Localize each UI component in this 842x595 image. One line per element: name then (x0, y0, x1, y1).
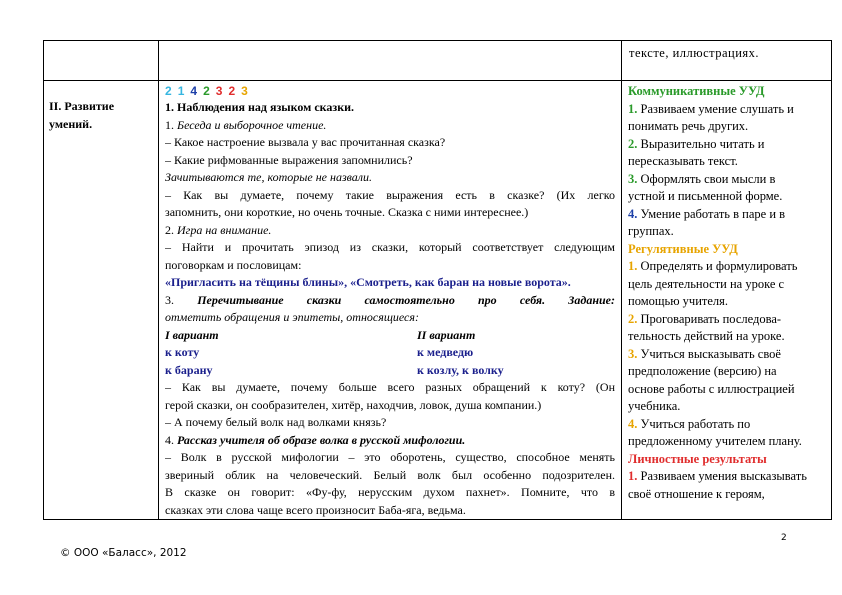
question-line: – Как вы думаете, почему такие выражения есть в сказке? (Их легко (165, 187, 615, 202)
uud-item-cont: пересказывать текст. (628, 154, 738, 168)
uud-item-cont: тельность действий на уроке. (628, 329, 785, 343)
task-2 (165, 222, 615, 240)
task-1 (165, 117, 615, 135)
level-number: 2 (203, 84, 211, 98)
task-4-number: 4. (165, 432, 177, 447)
cell-top-content (159, 41, 622, 81)
uud-item: 3. Оформлять свои мысли в (628, 171, 776, 186)
instruction-line: – Найти и прочитать эпизод из сказки, который соответствует следующим (165, 240, 615, 254)
question-line: – Как вы думаете, почему больше всего разных обращений к коту? (Он (165, 380, 615, 394)
level-numbers (165, 84, 615, 99)
story-line: В сказке он говорит: «Фу-фу, нерусским духом пахнет». Помните, что в (165, 485, 615, 499)
task-4-title: Рассказ учителя об образе волка в русской мифологии. (177, 432, 466, 447)
variant-1-item: к барану (165, 362, 213, 377)
communicative-uud-title: Коммуникативные УУД (628, 84, 765, 98)
page-number: 2 (781, 533, 787, 543)
section-heading: 1. Наблюдения над языком сказки. (165, 100, 355, 114)
task-4 (165, 432, 615, 450)
answer-line: запомнить, они короткие, но очень точные. Сказка с ними интереснее.) (165, 205, 529, 219)
cell-top-uud (622, 41, 832, 81)
uud-item: 2. Проговаривать последова- (628, 311, 782, 326)
variants-header (165, 327, 615, 345)
lesson-content (159, 81, 621, 519)
task-2-number: 2. (165, 222, 177, 237)
cell-uud (622, 81, 832, 520)
level-number: 3 (215, 84, 224, 98)
variant-1-label: I вариант (165, 327, 219, 342)
lesson-table (43, 40, 832, 520)
question-line: – Какое настроение вызвала у вас прочитанная сказка? (165, 135, 446, 149)
level-number: 4 (190, 84, 199, 98)
instruction-line: Зачитываются те, которые не назвали. (165, 170, 372, 184)
uud-item-cont: устной и письменной форме. (628, 189, 783, 203)
personal-results-title: Личностные результаты (628, 451, 767, 466)
level-number: 1 (177, 84, 186, 98)
cell-stage (44, 81, 159, 520)
uud-item-cont: цель деятельности на уроке с (628, 276, 785, 291)
story-line: звериный облик на человеческий. Белый волк был особенно подозрителен. (165, 467, 615, 482)
regulatory-uud-title: Регулятивные УУД (628, 241, 738, 256)
stage-label (44, 81, 158, 133)
level-number: 3 (241, 84, 249, 98)
uud-item-cont: своё отношение к героям, (628, 486, 765, 501)
story-line: сказках эти слова чаще всего произносит Баба-яга, ведьма. (165, 502, 466, 517)
instruction-line: отметить обращения и эпитеты, относящиеся: (165, 310, 419, 324)
uud-item-cont: предположение (версию) на (628, 364, 777, 378)
uud-item: 4. Умение работать в паре и в (628, 206, 786, 221)
question-line: – Какие рифмованные выражения запомнились? (165, 152, 413, 167)
variants-row (165, 344, 615, 362)
proverbs-line: «Пригласить на тёщины блины», «Смотреть, как баран на новые ворота». (165, 275, 571, 289)
uud-item-cont: группах. (628, 224, 674, 238)
variant-2-label: II вариант (417, 327, 476, 342)
level-number: 2 (165, 84, 173, 98)
variant-2-item: к козлу, к волку (417, 362, 504, 377)
uud-item: 2. Выразительно читать и (628, 136, 765, 151)
task-2-title: Игра на внимание. (177, 222, 272, 237)
uud-list (622, 81, 831, 503)
uud-item: 4. Учиться работать по (628, 416, 751, 431)
level-number: 2 (228, 84, 237, 98)
variant-2-item: к медведю (417, 345, 474, 359)
task-3 (165, 292, 615, 310)
question-line: – А почему белый волк над волками князь? (165, 415, 387, 429)
uud-item-cont: предложенному учителем плану. (628, 434, 802, 448)
uud-item-cont: основе работы с иллюстрацией (628, 381, 795, 396)
variants-row (165, 362, 615, 380)
top-right-text: тексте, иллюстрациях. (629, 46, 760, 60)
uud-item: 1. Развиваем умения высказывать (628, 469, 807, 483)
task-1-title: Беседа и выборочное чтение. (177, 117, 327, 132)
uud-item: 1. Определять и формулировать (628, 259, 798, 273)
stage-label-line1: II. Развитие (49, 99, 115, 113)
uud-item: 3. Учиться высказывать своё (628, 346, 781, 361)
uud-item-cont: помощью учителя. (628, 294, 728, 308)
table-row-main (44, 81, 832, 520)
uud-item-cont: понимать речь других. (628, 119, 749, 133)
stage-label-line2: умений. (49, 116, 93, 131)
copyright-footer: © ООО «Баласс», 2012 (60, 547, 187, 559)
uud-item-cont: учебника. (628, 399, 681, 413)
task-3-number: 3. (165, 292, 198, 307)
cell-content (159, 81, 622, 520)
cell-top-stage (44, 41, 159, 81)
variant-1-item: к коту (165, 345, 200, 359)
task-1-number: 1. (165, 117, 177, 132)
story-line: – Волк в русской мифологии – это оборотень, существо, способное менять (165, 450, 615, 464)
answer-line: герой сказки, он сообразителен, хитёр, находчив, ловок, душа компании.) (165, 397, 542, 412)
instruction-line: поговоркам и пословицам: (165, 257, 302, 272)
table-row-top (44, 41, 832, 81)
task-3-title: Перечитывание сказки самостоятельно про себя. Задание: (197, 292, 615, 307)
uud-item: 1. Развиваем умение слушать и (628, 101, 794, 116)
